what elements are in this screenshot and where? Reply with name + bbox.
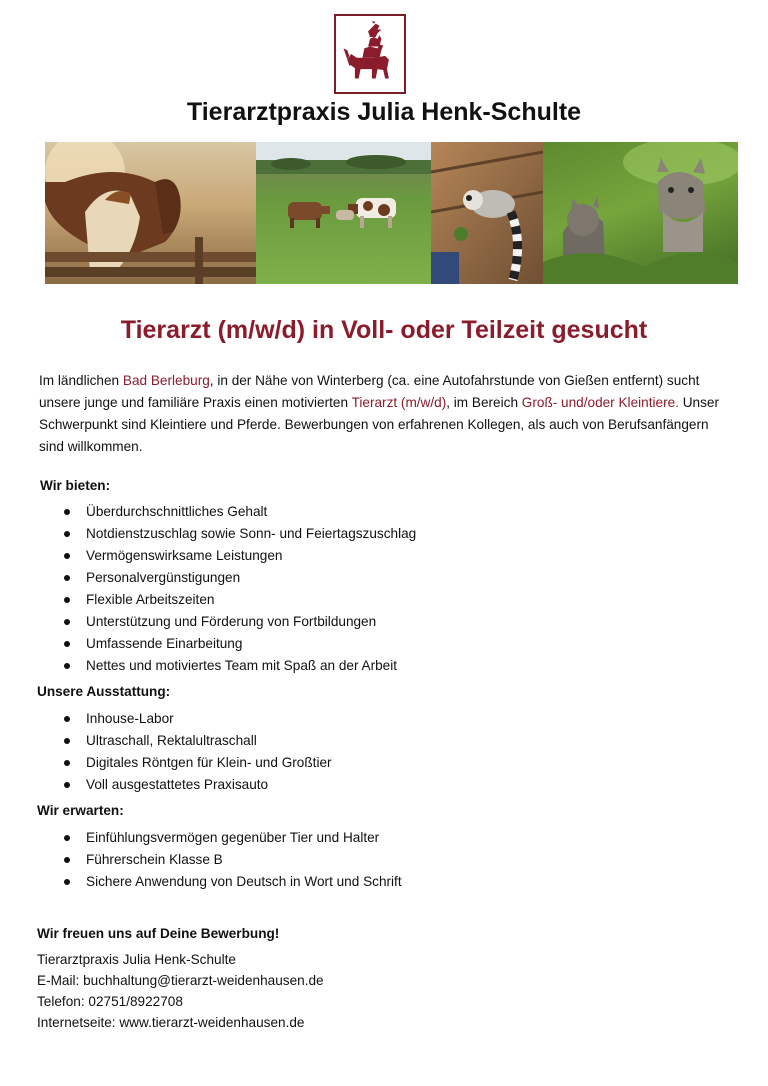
intro-text-1: Im ländlichen [39,373,123,388]
intro-highlight-field: Groß- und/oder Kleintiere. [521,395,679,410]
contact-block [37,949,324,1033]
intro-text-4: Unser Schwerpunkt sind Kleintiere und Pferde. Bewerbungen von erfahrenen Kollegen, als auch von Berufsanfängern sind willkommen. [39,395,719,454]
list-item: Umfassende Einarbeitung [62,633,416,655]
bremen-town-musicians-icon [336,16,404,92]
equipment-list [62,708,332,796]
list-item: Nettes und motiviertes Team mit Spaß an der Arbeit [62,655,416,677]
list-item: Sichere Anwendung von Deutsch in Wort und Schrift [62,871,402,893]
contact-email[interactable]: E-Mail: buchhaltung@tierarzt-weidenhausen.de [37,973,324,988]
kittens-image [543,142,738,284]
intro-highlight-position: Tierarzt (m/w/d) [351,395,447,410]
photo-banner [45,142,738,284]
list-item: Ultraschall, Rektalultraschall [62,730,332,752]
list-item: Unterstützung und Förderung von Fortbildungen [62,611,416,633]
expectations-list [62,827,402,893]
closing-line: Wir freuen uns auf Deine Bewerbung! [37,926,280,941]
lemur-image [431,142,543,284]
intro-paragraph [39,370,729,458]
contact-website[interactable]: Internetseite: www.tierarzt-weidenhausen.de [37,1015,305,1030]
list-item: Einfühlungsvermögen gegenüber Tier und Halter [62,827,402,849]
practice-title: Tierarztpraxis Julia Henk-Schulte [186,98,582,126]
list-item: Überdurchschnittliches Gehalt [62,501,416,523]
intro-text-2: , in der Nähe von Winterberg (ca. eine Autofahrstunde von Gießen entfernt) sucht unsere junge und familiäre Praxis einen motivierten [39,373,700,410]
offers-heading: Wir bieten: [40,478,111,493]
cows-on-pasture-image [256,142,431,284]
list-item: Führerschein Klasse B [62,849,402,871]
contact-phone[interactable]: Telefon: 02751/8922708 [37,994,183,1009]
list-item: Vermögenswirksame Leistungen [62,545,416,567]
list-item: Voll ausgestattetes Praxisauto [62,774,332,796]
equipment-heading: Unsere Ausstattung: [37,684,171,699]
list-item: Personalvergünstigungen [62,567,416,589]
horse-and-dog-image [45,142,256,284]
list-item: Notdienstzuschlag sowie Sonn- und Feiertagszuschlag [62,523,416,545]
list-item: Inhouse-Labor [62,708,332,730]
offers-list [62,501,416,677]
intro-text-3: , im Bereich [446,395,522,410]
expectations-heading: Wir erwarten: [37,803,124,818]
contact-name: Tierarztpraxis Julia Henk-Schulte [37,952,236,967]
job-headline: Tierarzt (m/w/d) in Voll- oder Teilzeit gesucht [120,316,648,344]
intro-highlight-location: Bad Berleburg [122,373,210,388]
list-item: Digitales Röntgen für Klein- und Großtier [62,752,332,774]
practice-logo [334,14,406,94]
list-item: Flexible Arbeitszeiten [62,589,416,611]
